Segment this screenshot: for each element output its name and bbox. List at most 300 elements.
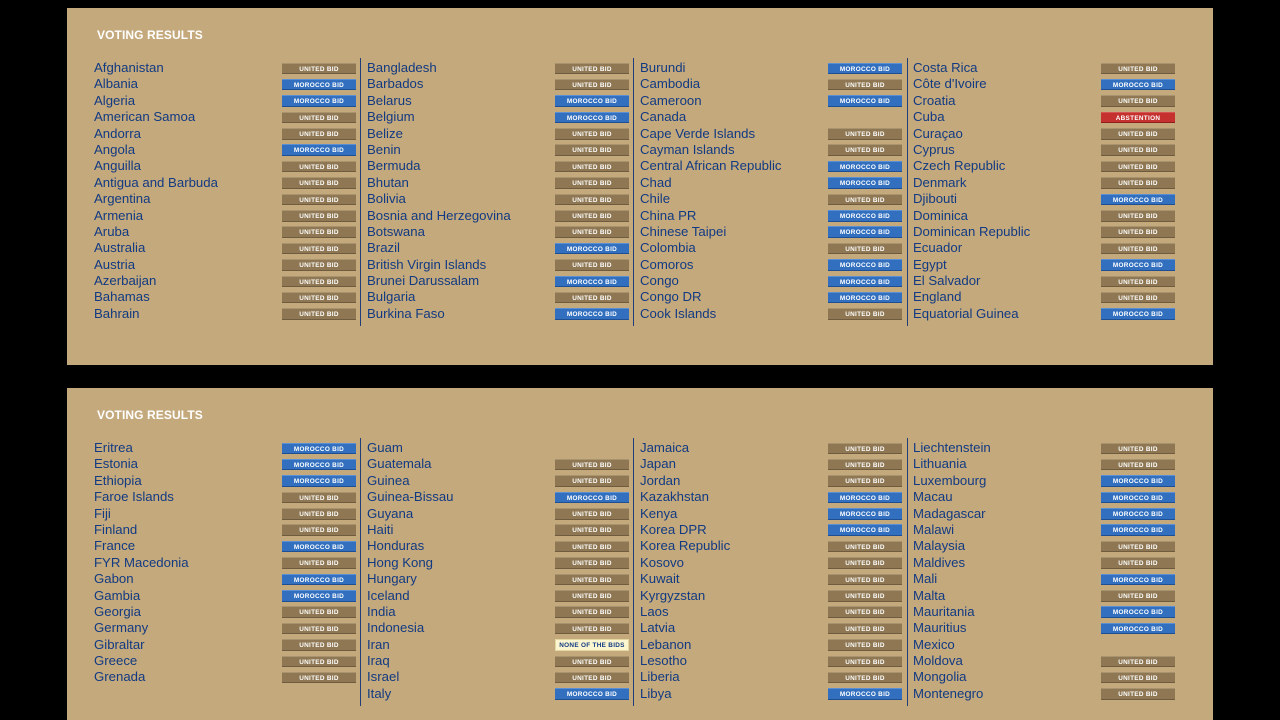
united-bid-badge: UNITED BID <box>1101 276 1175 288</box>
result-row <box>94 240 356 256</box>
country-name: Gibraltar <box>94 636 145 652</box>
morocco-bid-badge: MOROCCO BID <box>555 243 629 255</box>
country-name: Costa Rica <box>913 60 978 75</box>
country-name: Burkina Faso <box>367 305 445 321</box>
country-name: Estonia <box>94 456 138 472</box>
country-name: Central African Republic <box>640 158 782 174</box>
united-bid-badge: UNITED BID <box>282 63 356 75</box>
country-name: Congo <box>640 273 679 289</box>
result-row <box>367 440 629 456</box>
country-name: Mongolia <box>913 669 967 685</box>
result-row <box>367 620 629 636</box>
result-row <box>367 273 629 289</box>
result-row <box>367 142 629 158</box>
country-name: Egypt <box>913 256 947 272</box>
result-row <box>367 489 629 505</box>
country-name: England <box>913 289 962 305</box>
united-bid-badge: UNITED BID <box>555 590 629 602</box>
results-columns <box>67 60 1213 330</box>
result-row <box>640 158 902 174</box>
result-row <box>913 686 1175 702</box>
morocco-bid-badge: MOROCCO BID <box>1101 79 1175 91</box>
country-name: Bosnia and Herzegovina <box>367 207 511 223</box>
result-row <box>94 273 356 289</box>
result-row <box>640 126 902 142</box>
country-name: Anguilla <box>94 158 141 174</box>
morocco-bid-badge: MOROCCO BID <box>282 79 356 91</box>
country-name: Lithuania <box>913 456 967 472</box>
morocco-bid-badge: MOROCCO BID <box>555 492 629 504</box>
result-row <box>913 604 1175 620</box>
united-bid-badge: UNITED BID <box>282 112 356 124</box>
country-name: Andorra <box>94 125 141 141</box>
result-row <box>367 93 629 109</box>
column-divider <box>360 58 361 326</box>
united-bid-badge: UNITED BID <box>1101 557 1175 569</box>
country-name: El Salvador <box>913 273 981 289</box>
result-row <box>913 571 1175 587</box>
united-bid-badge: UNITED BID <box>282 623 356 635</box>
country-name: Botswana <box>367 223 425 239</box>
country-name: Ethiopia <box>94 472 142 488</box>
country-name: Cameroon <box>640 92 702 108</box>
united-bid-badge: UNITED BID <box>282 524 356 536</box>
column-divider <box>907 58 908 326</box>
result-row <box>94 306 356 322</box>
country-name: Honduras <box>367 538 425 554</box>
result-row <box>94 109 356 125</box>
result-row <box>913 588 1175 604</box>
country-name: Côte d'Ivoire <box>913 76 987 92</box>
result-row <box>913 538 1175 554</box>
united-bid-badge: UNITED BID <box>282 276 356 288</box>
result-row <box>913 257 1175 273</box>
result-row <box>94 555 356 571</box>
country-name: Cyprus <box>913 141 955 157</box>
morocco-bid-badge: MOROCCO BID <box>828 210 902 222</box>
result-row <box>913 489 1175 505</box>
united-bid-badge: UNITED BID <box>555 541 629 553</box>
united-bid-badge: UNITED BID <box>555 63 629 75</box>
country-name: Mali <box>913 571 938 587</box>
result-row <box>640 224 902 240</box>
country-name: Moldova <box>913 653 963 669</box>
country-name: Jordan <box>640 472 681 488</box>
result-row <box>640 489 902 505</box>
morocco-bid-badge: MOROCCO BID <box>555 276 629 288</box>
united-bid-badge: UNITED BID <box>1101 243 1175 255</box>
country-name: Afghanistan <box>94 60 164 75</box>
result-row <box>913 555 1175 571</box>
result-row <box>367 555 629 571</box>
country-name: Cuba <box>913 109 945 125</box>
country-name: Brunei Darussalam <box>367 273 480 289</box>
country-name: Albania <box>94 76 138 92</box>
morocco-bid-badge: MOROCCO BID <box>1101 259 1175 271</box>
country-name: Madagascar <box>913 505 986 521</box>
country-name: Belize <box>367 125 403 141</box>
result-row <box>640 76 902 92</box>
morocco-bid-badge: MOROCCO BID <box>555 112 629 124</box>
united-bid-badge: UNITED BID <box>282 606 356 618</box>
united-bid-badge: UNITED BID <box>828 623 902 635</box>
country-name: Latvia <box>640 620 676 636</box>
country-name: Lebanon <box>640 636 692 652</box>
country-name: Iran <box>367 636 390 652</box>
results-column <box>94 440 356 686</box>
country-name: Belgium <box>367 109 415 125</box>
result-row <box>913 191 1175 207</box>
country-name: Maldives <box>913 554 966 570</box>
country-name: Georgia <box>94 603 141 619</box>
country-name: Jamaica <box>640 440 690 455</box>
country-name: Korea DPR <box>640 521 707 537</box>
united-bid-badge: UNITED BID <box>1101 226 1175 238</box>
country-name: Kyrgyzstan <box>640 587 706 603</box>
result-row <box>94 588 356 604</box>
morocco-bid-badge: MOROCCO BID <box>828 95 902 107</box>
country-name: Hong Kong <box>367 554 433 570</box>
result-row <box>640 686 902 702</box>
united-bid-badge: UNITED BID <box>555 508 629 520</box>
united-bid-badge: UNITED BID <box>1101 144 1175 156</box>
results-column <box>94 60 356 322</box>
result-row <box>94 620 356 636</box>
country-name: Guinea-Bissau <box>367 489 454 505</box>
united-bid-badge: UNITED BID <box>828 606 902 618</box>
result-row <box>640 522 902 538</box>
country-name: Iraq <box>367 653 390 669</box>
result-row <box>640 93 902 109</box>
morocco-bid-badge: MOROCCO BID <box>828 226 902 238</box>
country-name: Mauritius <box>913 620 967 636</box>
country-name: Lesotho <box>640 653 687 669</box>
united-bid-badge: UNITED BID <box>555 574 629 586</box>
result-row <box>367 538 629 554</box>
result-row <box>94 506 356 522</box>
country-name: Armenia <box>94 207 144 223</box>
result-row <box>640 60 902 76</box>
column-divider <box>633 438 634 706</box>
country-name: Finland <box>94 521 138 537</box>
result-row <box>367 224 629 240</box>
country-name: Laos <box>640 603 669 619</box>
country-name: Bahamas <box>94 289 150 305</box>
panel-title: VOTING RESULTS <box>97 28 203 42</box>
country-name: Montenegro <box>913 685 984 701</box>
country-name: China PR <box>640 207 697 223</box>
result-row <box>640 289 902 305</box>
result-row <box>367 76 629 92</box>
united-bid-badge: UNITED BID <box>828 541 902 553</box>
country-name: Bahrain <box>94 305 140 321</box>
country-name: Kuwait <box>640 571 680 587</box>
result-row <box>94 669 356 685</box>
country-name: Djibouti <box>913 191 957 207</box>
country-name: France <box>94 538 136 554</box>
result-row <box>640 571 902 587</box>
united-bid-badge: UNITED BID <box>282 194 356 206</box>
country-name: Brazil <box>367 240 400 256</box>
result-row <box>367 571 629 587</box>
result-row <box>94 289 356 305</box>
united-bid-badge: UNITED BID <box>828 459 902 471</box>
country-name: Bangladesh <box>367 60 437 75</box>
morocco-bid-badge: MOROCCO BID <box>828 276 902 288</box>
united-bid-badge: UNITED BID <box>1101 128 1175 140</box>
result-row <box>367 588 629 604</box>
result-row <box>913 93 1175 109</box>
result-row <box>94 473 356 489</box>
morocco-bid-badge: MOROCCO BID <box>1101 308 1175 320</box>
result-row <box>94 175 356 191</box>
country-name: Japan <box>640 456 676 472</box>
country-name: Macau <box>913 489 953 505</box>
country-name: Guam <box>367 440 403 455</box>
result-row <box>640 109 902 125</box>
country-name: Cayman Islands <box>640 141 735 157</box>
united-bid-badge: UNITED BID <box>282 226 356 238</box>
country-name: Faroe Islands <box>94 489 174 505</box>
united-bid-badge: UNITED BID <box>1101 656 1175 668</box>
country-name: Gambia <box>94 587 141 603</box>
result-row <box>640 555 902 571</box>
country-name: Malta <box>913 587 946 603</box>
result-row <box>640 191 902 207</box>
morocco-bid-badge: MOROCCO BID <box>828 508 902 520</box>
morocco-bid-badge: MOROCCO BID <box>1101 492 1175 504</box>
united-bid-badge: UNITED BID <box>828 475 902 487</box>
result-row <box>913 175 1175 191</box>
voting-results-panel-1 <box>67 8 1213 365</box>
country-name: Benin <box>367 141 401 157</box>
result-row <box>367 208 629 224</box>
united-bid-badge: UNITED BID <box>828 308 902 320</box>
united-bid-badge: UNITED BID <box>282 210 356 222</box>
country-name: Ecuador <box>913 240 963 256</box>
result-row <box>913 224 1175 240</box>
country-name: Equatorial Guinea <box>913 305 1019 321</box>
result-row <box>913 76 1175 92</box>
united-bid-badge: UNITED BID <box>555 475 629 487</box>
column-divider <box>907 438 908 706</box>
country-name: Bulgaria <box>367 289 416 305</box>
morocco-bid-badge: MOROCCO BID <box>282 541 356 553</box>
united-bid-badge: UNITED BID <box>282 508 356 520</box>
country-name: Algeria <box>94 92 136 108</box>
result-row <box>913 637 1175 653</box>
results-column <box>640 440 902 702</box>
result-row <box>640 669 902 685</box>
country-name: Antigua and Barbuda <box>94 174 218 190</box>
united-bid-badge: UNITED BID <box>555 226 629 238</box>
morocco-bid-badge: MOROCCO BID <box>1101 475 1175 487</box>
country-name: Azerbaijan <box>94 273 157 289</box>
result-row <box>367 653 629 669</box>
results-columns <box>67 440 1213 710</box>
morocco-bid-badge: MOROCCO BID <box>282 95 356 107</box>
result-row <box>913 473 1175 489</box>
united-bid-badge: UNITED BID <box>1101 210 1175 222</box>
panel-title: VOTING RESULTS <box>97 408 203 422</box>
country-name: Mexico <box>913 636 955 652</box>
morocco-bid-badge: MOROCCO BID <box>1101 574 1175 586</box>
result-row <box>367 126 629 142</box>
result-row <box>640 208 902 224</box>
united-bid-badge: UNITED BID <box>282 292 356 304</box>
abstention-badge: ABSTENTION <box>1101 112 1175 124</box>
result-row <box>913 158 1175 174</box>
result-row <box>367 60 629 76</box>
morocco-bid-badge: MOROCCO BID <box>1101 623 1175 635</box>
result-row <box>913 208 1175 224</box>
country-name: Belarus <box>367 92 412 108</box>
result-row <box>913 142 1175 158</box>
result-row <box>640 620 902 636</box>
country-name: Italy <box>367 685 392 701</box>
result-row <box>367 240 629 256</box>
country-name: Barbados <box>367 76 424 92</box>
result-row <box>640 473 902 489</box>
country-name: Chad <box>640 174 672 190</box>
united-bid-badge: UNITED BID <box>555 606 629 618</box>
country-name: Guatemala <box>367 456 432 472</box>
united-bid-badge: UNITED BID <box>555 194 629 206</box>
united-bid-badge: UNITED BID <box>282 259 356 271</box>
result-row <box>94 522 356 538</box>
country-name: Bhutan <box>367 174 409 190</box>
united-bid-badge: UNITED BID <box>828 128 902 140</box>
united-bid-badge: UNITED BID <box>1101 161 1175 173</box>
united-bid-badge: UNITED BID <box>828 639 902 651</box>
result-row <box>94 571 356 587</box>
morocco-bid-badge: MOROCCO BID <box>555 95 629 107</box>
united-bid-badge: UNITED BID <box>555 672 629 684</box>
united-bid-badge: UNITED BID <box>555 524 629 536</box>
results-column <box>913 440 1175 702</box>
result-row <box>640 637 902 653</box>
united-bid-badge: UNITED BID <box>1101 459 1175 471</box>
united-bid-badge: UNITED BID <box>555 210 629 222</box>
country-name: Malaysia <box>913 538 966 554</box>
morocco-bid-badge: MOROCCO BID <box>282 574 356 586</box>
country-name: Gabon <box>94 571 134 587</box>
country-name: Indonesia <box>367 620 425 636</box>
results-column <box>367 60 629 322</box>
united-bid-badge: UNITED BID <box>282 557 356 569</box>
morocco-bid-badge: MOROCCO BID <box>282 144 356 156</box>
country-name: Hungary <box>367 571 417 587</box>
country-name: Haiti <box>367 521 394 537</box>
united-bid-badge: UNITED BID <box>555 79 629 91</box>
none-of-the-bids-badge: NONE OF THE BIDS <box>555 639 629 651</box>
united-bid-badge: UNITED BID <box>828 574 902 586</box>
country-name: Denmark <box>913 174 967 190</box>
morocco-bid-badge: MOROCCO BID <box>828 63 902 75</box>
united-bid-badge: UNITED BID <box>828 194 902 206</box>
united-bid-badge: UNITED BID <box>828 590 902 602</box>
country-name: Kazakhstan <box>640 489 709 505</box>
country-name: Cape Verde Islands <box>640 125 756 141</box>
united-bid-badge: UNITED BID <box>1101 688 1175 700</box>
country-name: Bolivia <box>367 191 406 207</box>
result-row <box>94 538 356 554</box>
country-name: India <box>367 603 396 619</box>
morocco-bid-badge: MOROCCO BID <box>282 590 356 602</box>
country-name: Croatia <box>913 92 956 108</box>
morocco-bid-badge: MOROCCO BID <box>828 259 902 271</box>
result-row <box>640 175 902 191</box>
united-bid-badge: UNITED BID <box>1101 95 1175 107</box>
country-name: Comoros <box>640 256 694 272</box>
result-row <box>367 191 629 207</box>
united-bid-badge: UNITED BID <box>282 656 356 668</box>
result-row <box>367 686 629 702</box>
country-name: Colombia <box>640 240 696 256</box>
result-row <box>94 191 356 207</box>
result-row <box>640 588 902 604</box>
united-bid-badge: UNITED BID <box>1101 443 1175 455</box>
morocco-bid-badge: MOROCCO BID <box>1101 524 1175 536</box>
result-row <box>367 456 629 472</box>
result-row <box>640 257 902 273</box>
result-row <box>913 60 1175 76</box>
result-row <box>94 60 356 76</box>
result-row <box>640 604 902 620</box>
result-row <box>94 456 356 472</box>
united-bid-badge: UNITED BID <box>555 292 629 304</box>
united-bid-badge: UNITED BID <box>828 656 902 668</box>
morocco-bid-badge: MOROCCO BID <box>282 475 356 487</box>
united-bid-badge: UNITED BID <box>1101 590 1175 602</box>
result-row <box>367 257 629 273</box>
united-bid-badge: UNITED BID <box>282 672 356 684</box>
united-bid-badge: UNITED BID <box>1101 177 1175 189</box>
country-name: Grenada <box>94 669 146 685</box>
result-row <box>913 289 1175 305</box>
country-name: Curaçao <box>913 125 963 141</box>
morocco-bid-badge: MOROCCO BID <box>555 308 629 320</box>
united-bid-badge: UNITED BID <box>1101 292 1175 304</box>
morocco-bid-badge: MOROCCO BID <box>1101 606 1175 618</box>
country-name: Australia <box>94 240 146 256</box>
results-column <box>913 60 1175 322</box>
result-row <box>640 653 902 669</box>
united-bid-badge: UNITED BID <box>1101 63 1175 75</box>
united-bid-badge: UNITED BID <box>555 623 629 635</box>
country-name: FYR Macedonia <box>94 554 189 570</box>
country-name: British Virgin Islands <box>367 256 487 272</box>
morocco-bid-badge: MOROCCO BID <box>828 161 902 173</box>
result-row <box>94 93 356 109</box>
united-bid-badge: UNITED BID <box>282 308 356 320</box>
country-name: Liechtenstein <box>913 440 991 455</box>
morocco-bid-badge: MOROCCO BID <box>282 459 356 471</box>
voting-results-panel-2 <box>67 388 1213 720</box>
result-row <box>913 306 1175 322</box>
united-bid-badge: UNITED BID <box>282 243 356 255</box>
country-name: Dominican Republic <box>913 223 1031 239</box>
united-bid-badge: UNITED BID <box>828 672 902 684</box>
united-bid-badge: UNITED BID <box>555 259 629 271</box>
result-row <box>640 456 902 472</box>
morocco-bid-badge: MOROCCO BID <box>282 443 356 455</box>
result-row <box>94 604 356 620</box>
country-name: Israel <box>367 669 400 685</box>
country-name: Guinea <box>367 472 410 488</box>
country-name: American Samoa <box>94 109 196 125</box>
morocco-bid-badge: MOROCCO BID <box>828 292 902 304</box>
